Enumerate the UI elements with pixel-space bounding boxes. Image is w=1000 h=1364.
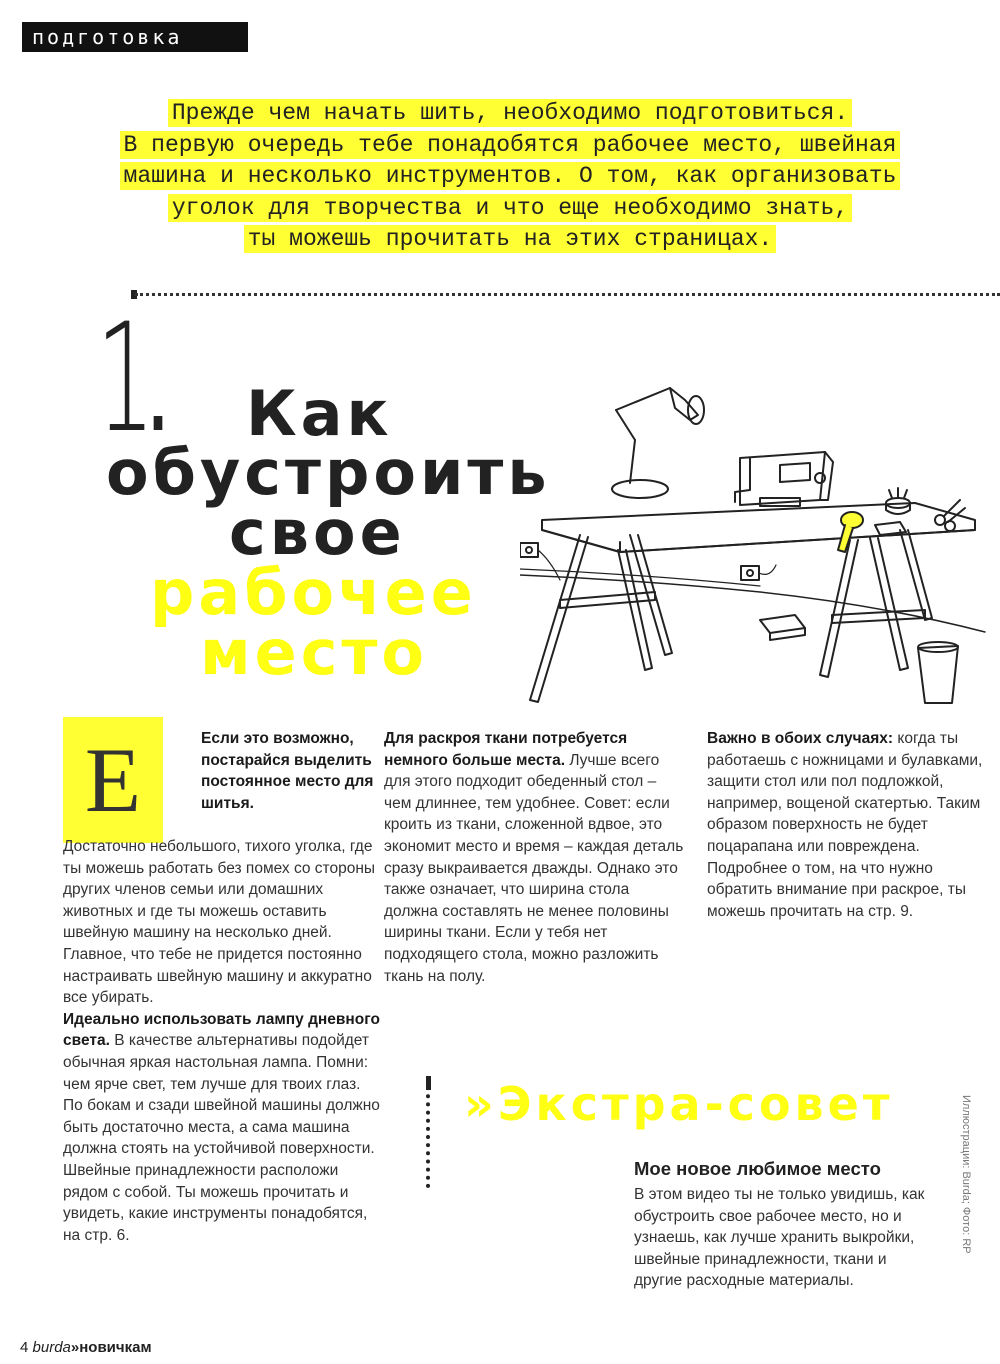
footer-section: »новичкам bbox=[70, 1339, 152, 1356]
extra-subtitle: Мое новое любимое место bbox=[634, 1158, 881, 1179]
col1-lead-text: Если это возможно, постарайся выделить постоянное место для шитья. bbox=[201, 730, 374, 812]
title-line-2: обустроить bbox=[106, 436, 551, 509]
extra-bar bbox=[426, 1078, 434, 1188]
title-line-3: свое bbox=[229, 496, 406, 569]
intro-line: В первую очередь тебе понадобятся рабочее место, швейная bbox=[120, 131, 901, 159]
intro-line: машина и несколько инструментов. О том, как организовать bbox=[120, 162, 901, 190]
dropcap: Е bbox=[63, 717, 163, 843]
col1-paragraph-1: Достаточно небольшого, тихого уголка, где ты можешь работать без помех со стороны других членов семьи или домашних животных и где ты можешь оставить швейную машину на несколько дней. Главное, что тебе не придется постоянно настраивать швейную машину и аккуратно все убирать. bbox=[63, 838, 376, 1007]
title-line-4: рабочее bbox=[150, 556, 477, 629]
intro-line: Прежде чем начать шить, необходимо подготовиться. bbox=[168, 99, 852, 127]
col3-bold: Важно в обоих случаях: bbox=[707, 730, 894, 747]
col3-text: когда ты работаешь с ножницами и булавками, защити стол или пол подложкой, например, вощеной скатертью. Таким образом поверхность не будет поцарапана или повреждена. Подробнее о том, на что нужно обратить внимание при раскрое, ты можешь прочитать на стр. 9. bbox=[707, 730, 983, 920]
intro-line: ты можешь прочитать на этих страницах. bbox=[244, 225, 777, 253]
section-number-text: 1 bbox=[96, 292, 151, 466]
column-3 bbox=[707, 728, 987, 922]
intro-paragraph bbox=[40, 98, 980, 256]
col1-lead bbox=[201, 728, 381, 814]
page-number: 4 bbox=[20, 1339, 29, 1356]
title-line-5: место bbox=[200, 616, 429, 689]
extra-body: В этом видео ты не только увидишь, как обустроить свое рабочее место, но и узнаешь, как лучше хранить выкройки, швейные принадлежности, ткани и другие расходные материалы. bbox=[634, 1186, 925, 1290]
extra-title: »Экстра-совет bbox=[464, 1077, 894, 1131]
section-number bbox=[96, 292, 163, 466]
footer bbox=[20, 1339, 152, 1356]
col2-bold: Для раскроя ткани потребуется немного больше места. bbox=[384, 730, 628, 769]
sewing-table-illustration bbox=[520, 370, 990, 705]
photo-credit: Иллюстрации: Burda; Фото: RP bbox=[960, 1095, 972, 1254]
col1-paragraph-2-bold: Идеально использовать лампу дневного света. bbox=[63, 1010, 380, 1050]
section-label: подготовка bbox=[22, 22, 248, 52]
divider-line bbox=[135, 293, 1000, 296]
intro-line: уголок для творчества и что еще необходимо знать, bbox=[168, 194, 852, 222]
footer-brand: burda bbox=[32, 1339, 71, 1356]
title-line-1: Как bbox=[246, 377, 393, 450]
section-number-dot bbox=[154, 416, 163, 430]
column-1 bbox=[63, 836, 383, 1246]
column-2 bbox=[384, 728, 684, 987]
col1-paragraph-3: По бокам и сзади швейной машины должно быть достаточно места, а сама машина должна стоять на устойчивой поверхности. Швейные принадлежности расположи рядом с собой. Ты можешь прочитать и увидеть, какие инструменты понадобятся, на стр. 6. bbox=[63, 1097, 380, 1244]
col2-text: Лучше всего для этого подходит обеденный стол – чем длиннее, тем удобнее. Совет: если кроить из ткани, сложенной вдвое, это экономит место и время – каждая деталь сразу выкраивается дважды. Однако это также означает, что ширина стола должна составлять не менее половины ширины ткани. Если у тебя нет подходящего стола, можно разложить ткань на полу. bbox=[384, 751, 684, 985]
col1-paragraph-2: В качестве альтернативы подойдет обычная яркая настольная лампа. Помни: чем ярче свет, тем лучше для твоих глаз. bbox=[63, 1032, 369, 1093]
